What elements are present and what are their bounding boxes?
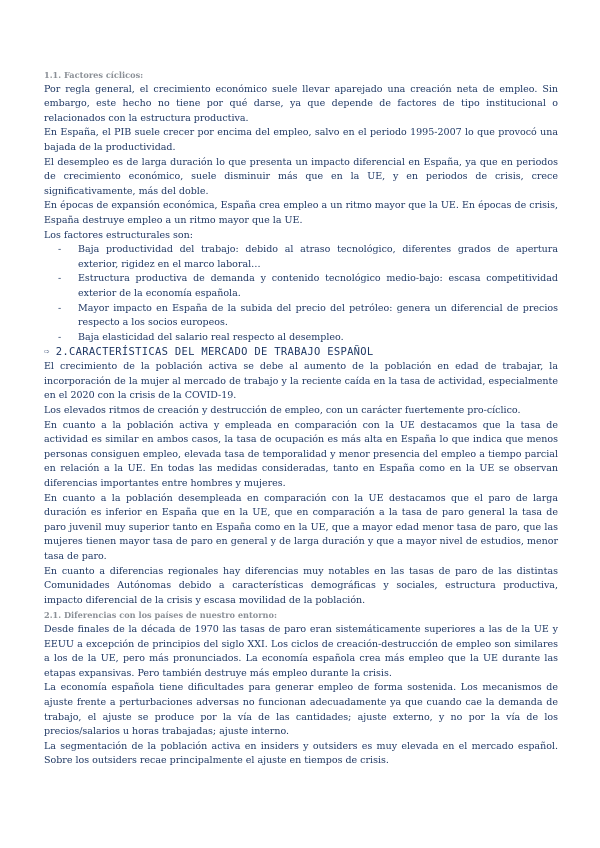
paragraph: El crecimiento de la población activa se debe al aumento de la población en edad de trabajar, la incorporación de la mujer al mercado de trabajo y la reciente caída en la tasa de actividad, especialmente en el 2020 con la crisis de la COVID-19. [44, 361, 558, 402]
structural-factors-list [44, 243, 558, 345]
list-item: - Baja elasticidad del salario real respecto al desempleo. [70, 331, 558, 346]
paragraph: En cuanto a la población desempleada en comparación con la UE destacamos que el paro de larga duración es inferior en España que en la UE, que en comparación a la tasa de paro general la tasa de paro juvenil muy superior tanto en España como en la UE, que a mayor edad menor tasa de paro, que las mujeres tienen mayor tasa de paro en general y de larga duración y que a mayor nivel de estudios, menor tasa de paro. [44, 492, 558, 562]
paragraph: Los elevados ritmos de creación y destrucción de empleo, con un carácter fuertemente pro-cíclico. [44, 405, 521, 417]
arrow-right-icon: ⇨ [44, 347, 50, 358]
list-item: - Mayor impacto en España de la subida del precio del petróleo: genera un diferencial de precios respecto a los socios europeos. [70, 302, 558, 331]
list-item: - Estructura productiva de demanda y contenido tecnológico medio-bajo: escasa competitividad exterior de la economía española. [70, 272, 558, 301]
paragraph: En épocas de expansión económica, España crea empleo a un ritmo mayor que la UE. En épocas de crisis, España destruye empleo a un ritmo mayor que la UE. [44, 200, 558, 226]
section-heading-factores-ciclicos: 1.1. Factores cíclicos: [44, 70, 144, 80]
paragraph: Por regla general, el crecimiento económico suele llevar aparejado una creación neta de empleo. Sin embargo, este hecho no tiene por qué darse, ya que depende de factores de tipo institucional o relacionados con la estructura productiva. [44, 83, 558, 124]
list-item: - Baja productividad del trabajo: debido al atraso tecnológico, diferentes grados de apertura exterior, rigidez en el marco laboral… [70, 243, 558, 272]
paragraph: La segmentación de la población activa en insiders y outsiders es muy elevada en el mercado español. Sobre los outsiders recae principalmente el ajuste en tiempos de crisis. [44, 740, 558, 767]
paragraph: La economía española tiene dificultades para generar empleo de forma sostenida. Los mecanismos de ajuste frente a perturbaciones adversas no funcionan adecuadamente ya que cuando cae la demanda de trabajo, el ajuste se produce por la vía de las cantidades; ajuste externo, y no por la vía de los precios/salarios u horas trabajadas; ajuste interno. [44, 682, 558, 738]
section-heading-caracteristicas [44, 345, 558, 360]
paragraph: El desempleo es de larga duración lo que presenta un impacto diferencial en España, ya que en periodos de crecimiento económico, suele disminuir más que en la UE, y en periodos de crisis, crece significativamente, más del doble. [44, 156, 558, 197]
paragraph: Los factores estructurales son: [44, 229, 193, 241]
section-heading-diferencias: 2.1. Diferencias con los países de nuestro entorno: [44, 610, 277, 621]
paragraph: En cuanto a diferencias regionales hay diferencias muy notables en las tasas de paro de las distintas Comunidades Autónomas debido a características demográficas y sociales, estructura productiva, impacto diferencial de la crisis y escasa movilidad de la población. [44, 565, 558, 606]
document-page [44, 68, 558, 769]
section-title: 2.CARACTERÍSTICAS DEL MERCADO DE TRABAJO ESPAÑOL [55, 346, 374, 359]
paragraph: En cuanto a la población activa y empleada en comparación con la UE destacamos que la tasa de actividad es similar en ambos casos, la tasa de ocupación es más alta en España lo que indica que menos personas consiguen empleo, elevada tasa de temporalidad y menor presencia del empleo a tiempo parcial en relación a la UE. En todas las medidas consideradas, tanto en España como en la UE se observan diferencias importantes entre hombres y mujeres. [44, 419, 558, 490]
paragraph: Desde finales de la década de 1970 las tasas de paro eran sistemáticamente superiores a las de la UE y EEUU a excepción de principios del siglo XXI. Los ciclos de creación-destrucción de empleo son similares a los de la UE, pero más pronunciados. La economía española crea más empleo que la UE durante las etapas expansivas. Pero también destruye más empleo durante la crisis. [44, 623, 558, 679]
paragraph: En España, el PIB suele crecer por encima del empleo, salvo en el periodo 1995-2007 lo que provocó una bajada de la productividad. [44, 127, 558, 153]
